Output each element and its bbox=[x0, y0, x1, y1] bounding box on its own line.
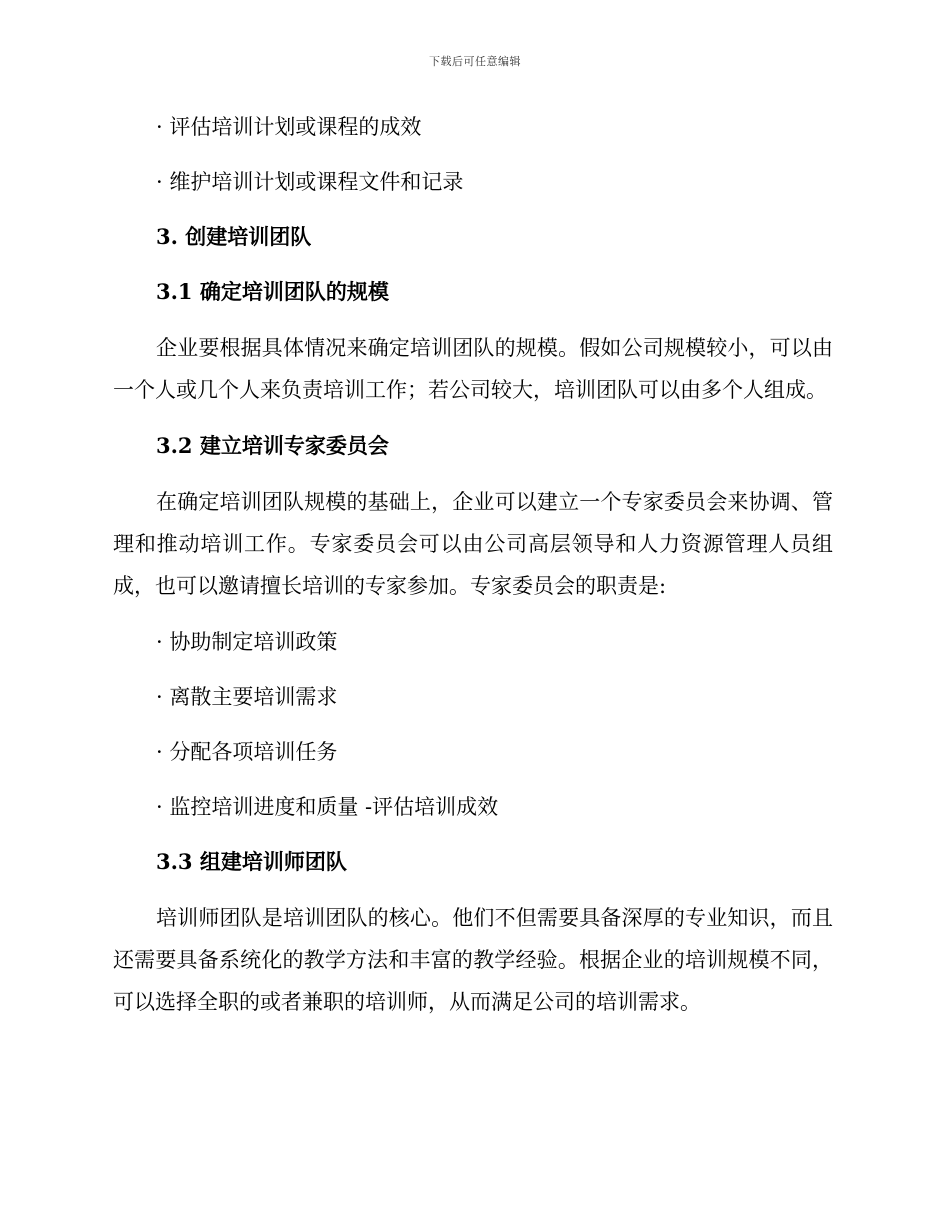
bullet-item: · 协助制定培训政策 bbox=[156, 630, 338, 654]
paragraph: 在确定培训团队规模的基础上，企业可以建立一个专家委员会来协调、管理和推动培训工作。专家委员会可以由公司高层领导和人力资源管理人员组成，也可以邀请擅长培训的专家参加。专家委员会的职责是: bbox=[113, 490, 833, 598]
subsection-heading: 3.3 组建培训师团队 bbox=[156, 849, 347, 874]
bullet-item: · 维护培训计划或课程文件和记录 bbox=[156, 170, 464, 194]
paragraph: 培训师团队是培训团队的核心。他们不但需要具备深厚的专业知识，而且还需要具备系统化的教学方法和丰富的教学经验。根据企业的培训规模不同，可以选择全职的或者兼职的培训师，从而满足公司的培训需求。 bbox=[113, 906, 833, 1014]
bullet-item: · 离散主要培训需求 bbox=[156, 685, 338, 709]
subsection-heading: 3.1 确定培训团队的规模 bbox=[156, 279, 389, 304]
section-heading: 3. 创建培训团队 bbox=[156, 224, 312, 249]
document-body bbox=[113, 107, 833, 1038]
paragraph: 企业要根据具体情况来确定培训团队的规模。假如公司规模较小，可以由一个人或几个人来负责培训工作；若公司较大，培训团队可以由多个人组成。 bbox=[113, 336, 833, 402]
page-header: 下载后可任意编辑 bbox=[429, 55, 521, 68]
bullet-item: · 分配各项培训任务 bbox=[156, 740, 338, 764]
subsection-heading: 3.2 建立培训专家委员会 bbox=[156, 433, 389, 458]
bullet-item: · 评估培训计划或课程的成效 bbox=[156, 115, 422, 139]
bullet-item: · 监控培训进度和质量 -评估培训成效 bbox=[156, 795, 499, 819]
